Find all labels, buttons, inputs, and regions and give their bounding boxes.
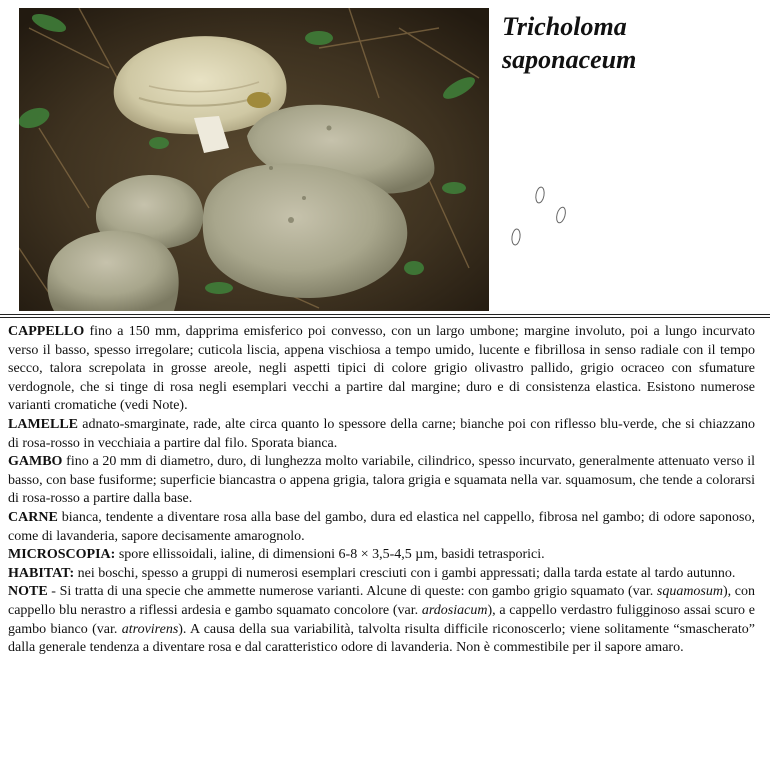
separator-line-2 [0,317,770,318]
section-cappello [8,323,755,416]
species-description [8,323,755,658]
species-genus: Tricholoma [502,12,627,41]
text-microscopia: spore ellissoidali, ialine, di dimensioni 6-8 × 3,5-4,5 µm, basidi tetrasporici. [115,547,545,563]
spore-3 [511,229,521,246]
variety-squamosum: squamosum [656,584,723,600]
species-title [502,10,636,76]
mushroom-photo [19,8,489,311]
section-note [8,583,755,657]
text-habitat: nei boschi, spesso a gruppi di numerosi esemplari cresciuti con i gambi appressati; dalla tarda estate al tardo autunno. [74,565,736,581]
text-carne: bianca, tendente a diventare rosa alla base del gambo, dura ed elastica nel cappello, fibrosa nel gambo; di odore saponoso, come di lavanderia, sapore decisamente amarognolo. [8,509,755,544]
label-cappello: CAPPELLO [8,324,85,339]
text-cappello: fino a 150 mm, dapprima emisferico poi convesso, con un largo umbone; margine involuto, poi a lungo incurvato verso il basso, spesso irregolare; cuticola liscia, appena vischiosa a tempo umido, lucente e fibrillosa in senso radiale con il tempo secco, talora screpolata in grosse areole, negli aspetti tipici di colore grigio olivastro pallido, grigio ocraceo con sfumature verdognole, che si tinge di rosa negli esemplari vecchi a partire dal margine; duro e di consistenza elastica. Esistono numerose varianti cromatiche (vedi Note). [8,324,755,414]
label-note: NOTE [8,584,48,600]
spores-drawing [500,178,590,258]
text-lamelle: adnato-smarginate, rade, alte circa quanto lo spessore della carne; bianche poi con riflesso blu-verde, che si chiazzano di rosa-rosso in vecchiaia a partire dal filo. Sporata bianca. [8,416,755,451]
mushroom-illustration [19,8,489,311]
variety-atrovirens: atrovirens [121,621,179,637]
label-habitat: HABITAT: [8,565,75,581]
text-note-4: ). A causa della sua variabilità, talvolta risulta difficile riconoscerlo; viene solitamente “smascherato” dalla generale tendenza a diventare rosa e dal caratteristico odore di lavanderia. Non è commestibile per il sapore amaro. [8,621,756,656]
text-note-1: - Si tratta di una specie che ammette numerose varianti. Alcune di queste: con gambo grigio squamato (var. [47,584,657,600]
text-note-2: ), con cappello blu nerastro a riflessi ardesia e gambo squamato concolore (var. [8,584,755,618]
separator-line-1 [0,314,770,315]
section-gambo [8,453,755,509]
text-gambo: fino a 20 mm di diametro, duro, di lunghezza molto variabile, cilindrico, spesso incurvato, generalmente attenuato verso il basso, con base fusiforme; superficie biancastra o appena grigia, talora grigia e squamata nella var. squamosum, che tende a colorarsi di rosa-rosso a partire dalla base. [8,454,755,507]
section-microscopia [8,546,755,565]
text-note-3: ), a cappello verdastro fuligginoso assai scuro e gambo bianco (var. [8,602,755,637]
spore-2 [555,206,567,224]
label-lamelle: LAMELLE [8,416,79,432]
variety-ardosiacum: ardosiacum [421,602,488,618]
label-microscopia: MICROSCOPIA: [8,547,116,563]
section-habitat [8,565,755,584]
section-carne [8,509,755,546]
section-lamelle [8,416,755,453]
label-carne: CARNE [8,509,58,525]
label-gambo: GAMBO [8,454,63,470]
species-epithet: saponaceum [502,45,637,74]
spore-1 [535,186,546,203]
